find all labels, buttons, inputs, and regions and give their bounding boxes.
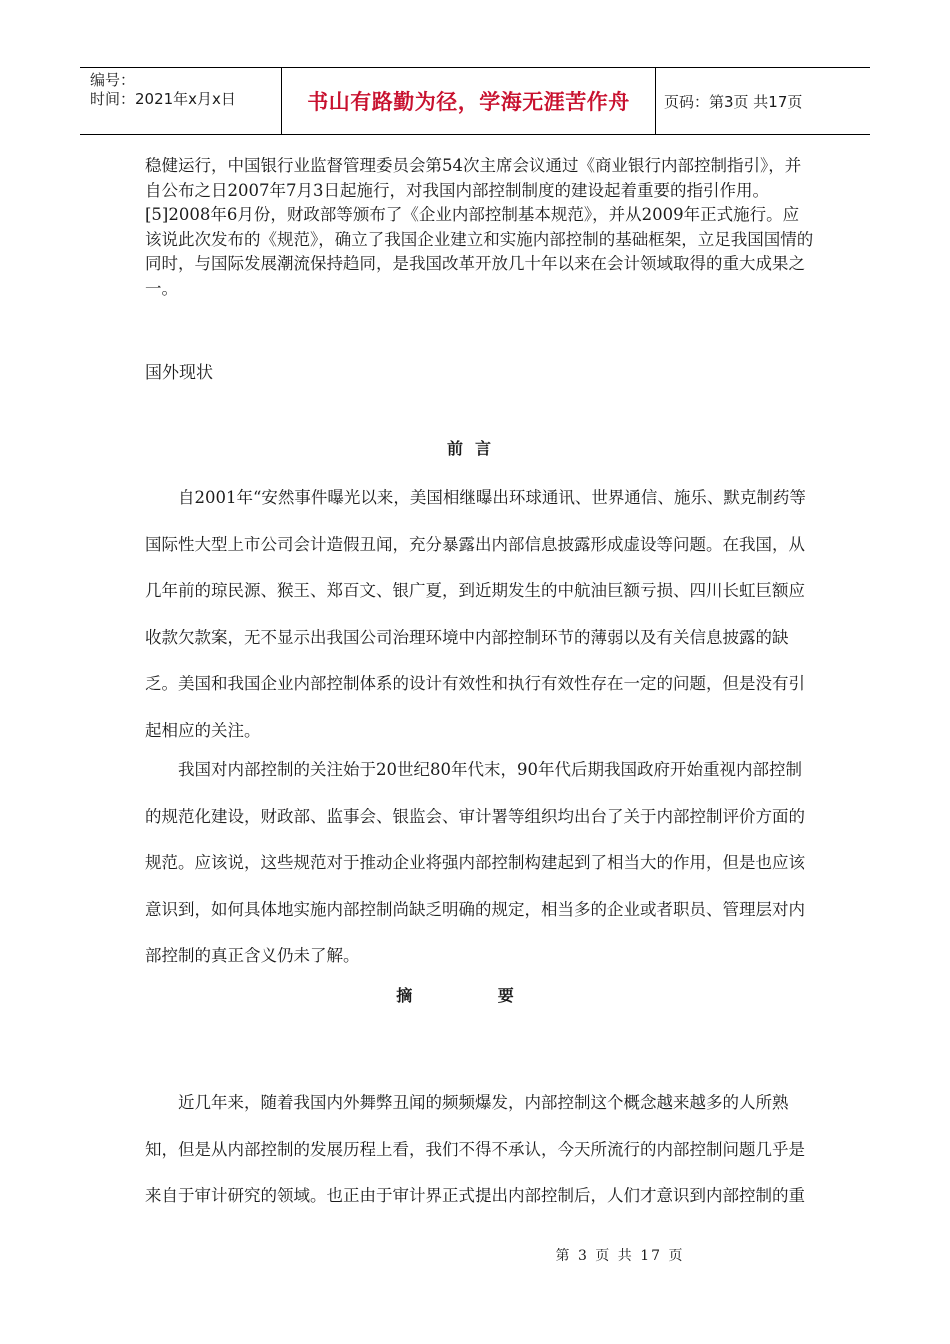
preface-section (145, 475, 815, 755)
intro-section (145, 154, 815, 301)
heading-preface: 前言 (446, 439, 503, 458)
page-footer: 第 3 页 共 17 页 (555, 1248, 685, 1264)
intro-paragraph: 稳健运行，中国银行业监督管理委员会第54次主席会议通过《商业银行内部控制指引》，并自公布之日2007年7月3日起施行，对我国内部控制制度的建设起着重要的指引作用。[5]2008年6月份，财政部等颁布了《企业内部控制基本规范》，并从2009年正式施行。应该说此次发布的《规范》，确立了我国企业建立和实施内部控制的基础框架，立足我国国情的同时，与国际发展潮流保持趋同，是我国改革开放几十年以来在会计领域取得的重大成果之一。 (145, 156, 814, 298)
document-date: 时间：2021年x月x日 (90, 90, 236, 108)
abstract-section (145, 1080, 815, 1220)
heading-abstract: 摘 要 (396, 986, 554, 1005)
header-slogan: 书山有路勤为径，学海无涯苦作舟 (282, 68, 656, 134)
header-meta (80, 68, 282, 134)
header-page-info: 页码：第3页 共17页 (664, 92, 803, 111)
abstract-paragraph-1: 近几年来，随着我国内外舞弊丑闻的频频爆发，内部控制这个概念越来越多的人所熟知，但是从内部控制的发展历程上看，我们不得不承认，今天所流行的内部控制问题几乎是来自于审计研究的领域。也正由于审计界正式提出内部控制后，人们才意识到内部控制的重 (145, 1093, 805, 1206)
section-title-foreign: 国外现状 (145, 363, 213, 383)
document-number-label: 编号： (90, 71, 136, 89)
preface-section-2 (145, 747, 815, 980)
page-header (80, 67, 870, 135)
preface-paragraph-2: 我国对内部控制的关注始于20世纪80年代末，90年代后期我国政府开始重视内部控制的规范化建设，财政部、监事会、银监会、审计署等组织均出台了关于内部控制评价方面的规范。应该说，这些规范对于推动企业将强内部控制构建起到了相当大的作用，但是也应该意识到，如何具体地实施内部控制尚缺乏明确的规定，相当多的企业或者职员、管理层对内部控制的真正含义仍未了解。 (145, 760, 805, 966)
preface-paragraph-1: 自2001年“安然事件曝光以来，美国相继曝出环球通讯、世界通信、施乐、默克制药等国际性大型上市公司会计造假丑闻，充分暴露出内部信息披露形成虚设等问题。在我国，从几年前的琼民源、猴王、郑百文、银广夏，到近期发生的中航油巨额亏损、四川长虹巨额应收款欠款案，无不显示出我国公司治理环境中内部控制环节的薄弱以及有关信息披露的缺乏。美国和我国企业内部控制体系的设计有效性和执行有效性存在一定的问题，但是没有引起相应的关注。 (145, 488, 806, 740)
